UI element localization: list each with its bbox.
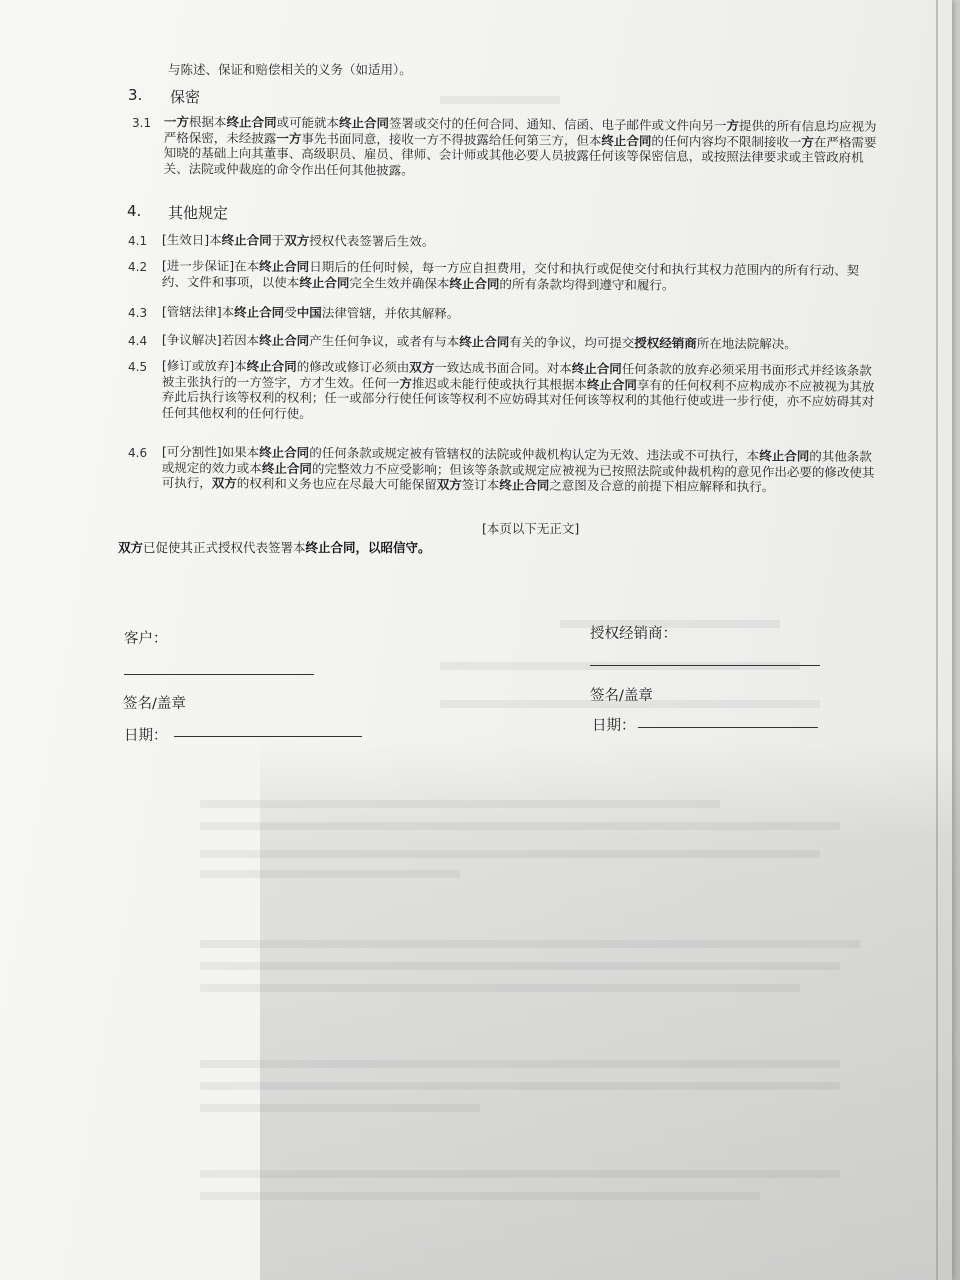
text-line: 约、文件和事项，以使本终止合同完全生效并确保本终止合同的所有条款均得到遵守和履行。 [161,273,675,293]
text-line: [可分割性]如果本终止合同的任何条款或规定被有管辖权的法院或仲裁机构认定为无效、违法或不可执行，本终止合同的其他条款 [161,444,872,464]
customer-date-line [174,736,362,737]
clause-number: 4.2 [128,260,148,274]
text-line: [修订或放弃]本终止合同的修改或修订必须由双方一致达成书面合同。对本终止合同任何条款的放弃必须采用书面形式并经该条款 [161,358,872,378]
witness-statement: 双方已促使其正式授权代表签署本终止合同，以昭信守。 [118,540,431,555]
section-4-number: 4. [127,202,142,220]
section-3-number: 3. [128,86,143,104]
text-line: 可执行，双方的权利和义务也应在尽最大可能保留双方签订本终止合同之意图及合意的前提下相应解释和执行。 [161,474,775,495]
text-line: 知晓的基础上向其董事、高级职员、雇员、律师、会计师或其他必要人员披露任何该等保密信息，或按照法律要求或主管政府机 [163,144,864,165]
no-text-below: [本页以下无正文] [482,521,580,536]
dealer-sign-stamp-label: 签名/盖章 [590,688,653,704]
section-4-title: 其他规定 [168,204,229,222]
text-line: [生效日]本终止合同于双方授权代表签署后生效。 [161,232,435,249]
dealer-label: 授权经销商： [590,626,677,642]
clause-text [162,358,922,425]
customer-sign-stamp-label: 签名/盖章 [123,696,186,712]
clause-text [162,232,922,253]
clause-number: 4.1 [128,234,148,248]
text-line: 弃此后执行该等权利的权利；任一或部分行使任何该等权利不应妨碍其对任何该等权利的其他行使或进一步行使，亦不应妨碍其对 [161,388,875,409]
text-line: 关、法院或仲裁庭的命令作出任何其他披露。 [163,160,414,178]
dealer-date-label: 日期： [592,718,636,734]
clause-text [162,258,922,294]
text-line: [管辖法律]本终止合同受中国法律管辖，并依其解释。 [161,304,460,322]
text-line: 被主张执行的一方签字，方才生效。任何一方推迟或未能行使或执行其根据本终止合同享有的任何权利不应构成亦不应被视为其放 [161,373,875,394]
dealer-signature-line [590,665,820,666]
clause-number: 4.6 [128,446,148,460]
customer-label: 客户： [124,631,168,647]
clause-3-1-number: 3.1 [132,116,152,130]
text-line: 或规定的效力或本终止合同的完整效力不应受影响；但该等条款或规定应被视为已按照法院或仲裁机构的意见作出必要的修改使其 [161,459,875,480]
section-3-title: 保密 [170,88,201,106]
customer-date-label: 日期： [124,728,168,744]
text-line: 严格保密，未经披露一方事先书面同意，接收一方不得披露给任何第三方，但本终止合同的任何内容均不限制接收一方在严格需要 [163,129,877,150]
text-line: [进一步保证]在本终止合同日期后的任何时候，每一方应自担费用，交付和执行或促使交付和执行其权力范围内的所有行动、契 [161,258,860,278]
clause-text [162,332,922,353]
customer-signature-line [124,674,314,675]
clause-number: 4.4 [128,334,148,348]
intro-tail-text: 与陈述、保证和赔偿相关的义务（如适用）。 [168,62,412,77]
dealer-date-line [638,727,818,728]
clause-number: 4.3 [128,306,148,320]
text-line: [争议解决]若因本终止合同产生任何争议，或者有与本终止合同有关的争议，均可提交授权经销商所在地法院解决。 [161,332,797,352]
text-line: 任何其他权利的任何行使。 [161,404,312,421]
clause-3-1-text [164,114,904,181]
clause-text [162,444,922,496]
clause-number: 4.5 [128,360,148,374]
text-line: 一方根据本终止合同或可能就本终止合同签署或交付的任何合同、通知、信函、电子邮件或文件向另一方提供的所有信息均应视为 [163,114,877,134]
clause-text [162,304,922,325]
